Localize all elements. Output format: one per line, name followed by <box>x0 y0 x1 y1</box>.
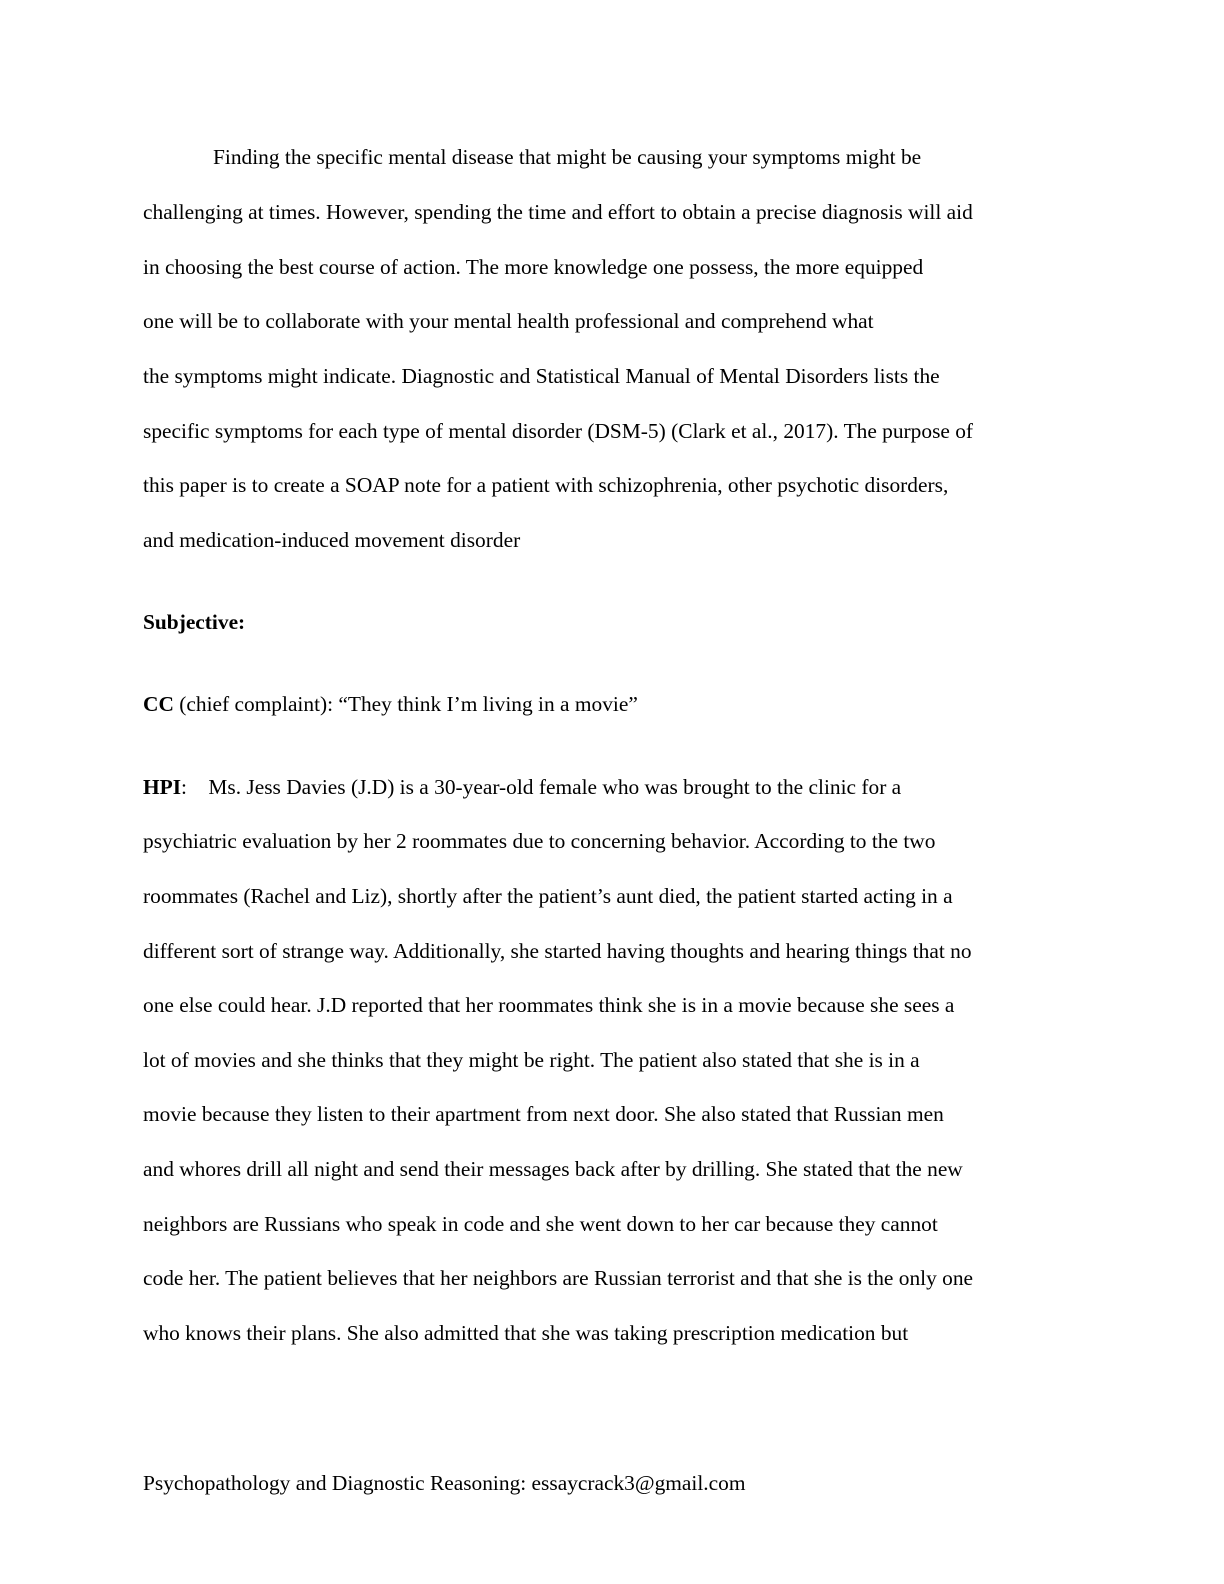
hpi-first-text: : Ms. Jess Davies (J.D) is a 30-year-old female who was brought to the clinic for a <box>181 775 902 799</box>
hpi-line-8: and whores drill all night and send their messages back after by drilling. She stated that the new <box>143 1157 963 1181</box>
hpi-line-3: roommates (Rachel and Liz), shortly after the patient’s aunt died, the patient started acting in a <box>143 884 953 908</box>
subjective-heading <box>143 612 245 633</box>
chief-complaint <box>143 694 638 715</box>
intro-line-7: this paper is to create a SOAP note for a patient with schizophrenia, other psychotic disorders, <box>143 473 949 497</box>
intro-line-6: specific symptoms for each type of mental disorder (DSM-5) (Clark et al., 2017). The purpose of <box>143 419 974 443</box>
hpi-line-10: code her. The patient believes that her neighbors are Russian terrorist and that she is the only one <box>143 1266 974 1290</box>
intro-line-3: in choosing the best course of action. The more knowledge one possess, the more equipped <box>143 255 924 279</box>
intro-line-4: one will be to collaborate with your mental health professional and comprehend what <box>143 309 874 333</box>
hpi-line-7: movie because they listen to their apartment from next door. She also stated that Russian men <box>143 1102 944 1126</box>
page-footer: Psychopathology and Diagnostic Reasoning: essaycrack3@gmail.com <box>143 1471 746 1495</box>
intro-line-5: the symptoms might indicate. Diagnostic and Statistical Manual of Mental Disorders lists the <box>143 364 940 388</box>
intro-line-8: and medication-induced movement disorder <box>143 528 521 552</box>
hpi-first-line <box>143 777 901 798</box>
hpi-line-9: neighbors are Russians who speak in code and she went down to her car because they cannot <box>143 1212 938 1236</box>
hpi-line-11: who knows their plans. She also admitted that she was taking prescription medication but <box>143 1321 909 1345</box>
cc-text: (chief complaint): “They think I’m living in a movie” <box>173 692 638 716</box>
hpi-line-2: psychiatric evaluation by her 2 roommates due to concerning behavior. According to the two <box>143 829 936 853</box>
hpi-line-5: one else could hear. J.D reported that her roommates think she is in a movie because she sees a <box>143 993 955 1017</box>
hpi-label: HPI <box>143 775 182 799</box>
intro-line-1: Finding the specific mental disease that might be causing your symptoms might be <box>213 145 922 169</box>
intro-line-2: challenging at times. However, spending the time and effort to obtain a precise diagnosis will aid <box>143 200 973 224</box>
cc-label: CC <box>143 692 174 716</box>
hpi-line-4: different sort of strange way. Additionally, she started having thoughts and hearing things that no <box>143 939 972 963</box>
subjective-heading-text: Subjective: <box>143 610 246 634</box>
hpi-line-6: lot of movies and she thinks that they might be right. The patient also stated that she is in a <box>143 1048 920 1072</box>
